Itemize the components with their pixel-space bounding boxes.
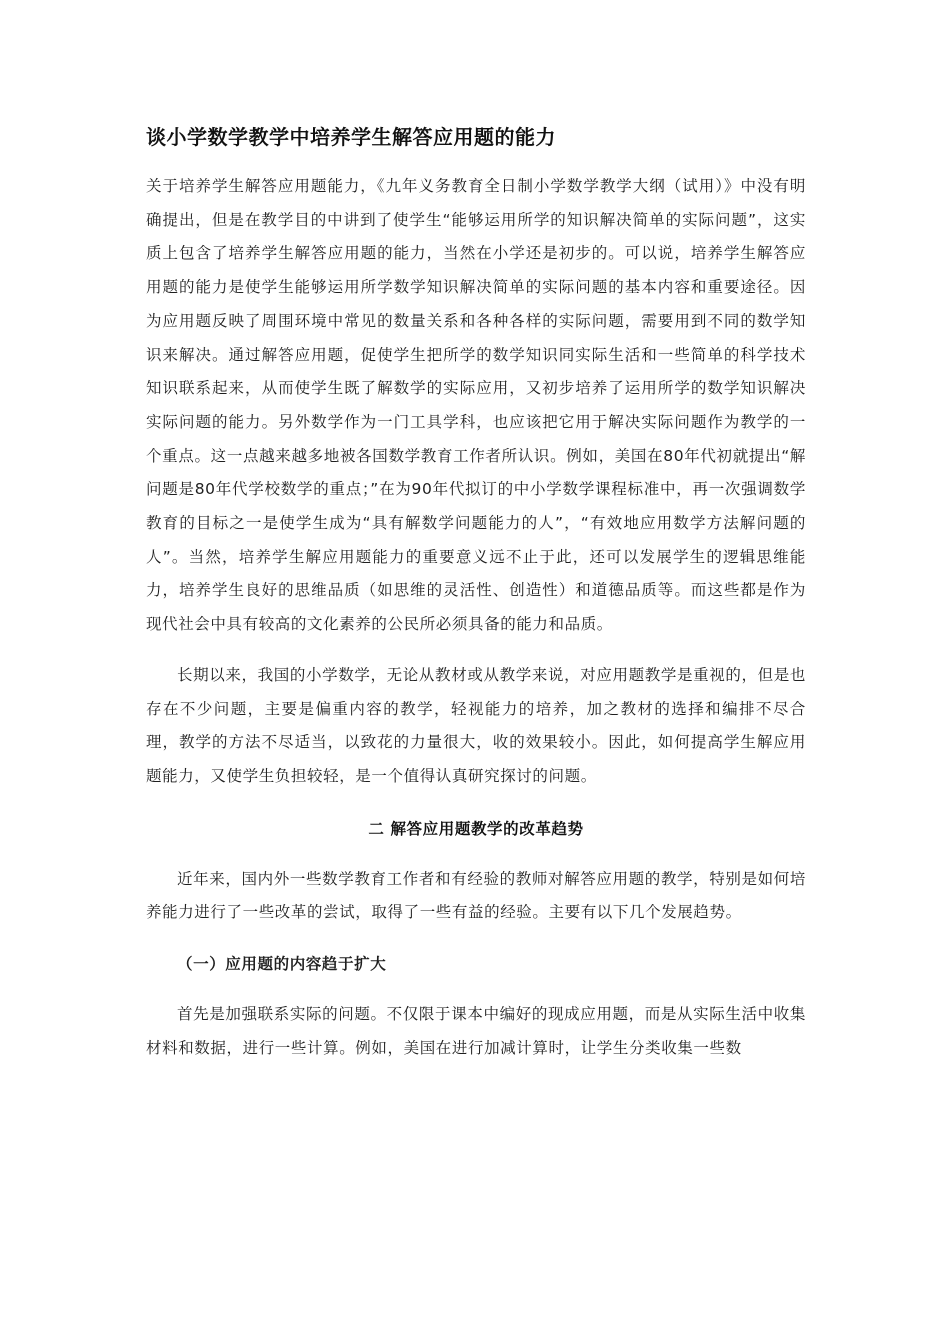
paragraph-reform-intro: 近年来，国内外一些数学教育工作者和有经验的教师对解答应用题的教学，特别是如何培养能力进行了一些改革的尝试，取得了一些有益的经验。主要有以下几个发展趋势。 — [146, 869, 806, 922]
paragraph-problems: 长期以来，我国的小学数学，无论从教材或从教学来说，对应用题教学是重视的，但是也存在不少问题，主要是偏重内容的教学，轻视能力的培养，加之教材的选择和编排不尽合理，教学的方法不尽适当，以致花的力量很大，收的效果较小。因此，如何提高学生解应用题能力，又使学生负担较轻，是一个值得认真研究探讨的问题。 — [146, 665, 806, 785]
document-body — [146, 120, 806, 1065]
paragraph-practical-problems: 首先是加强联系实际的问题。不仅限于课本中编好的现成应用题，而是从实际生活中收集材料和数据，进行一些计算。例如，美国在进行加减计算时，让学生分类收集一些数 — [146, 1005, 806, 1057]
subsection-heading-content-expansion: （一）应用题的内容趋于扩大 — [177, 955, 387, 974]
document-title: 谈小学数学教学中培养学生解答应用题的能力 — [146, 125, 556, 149]
section-heading-reform-trends: 二 解答应用题教学的改革趋势 — [368, 819, 584, 838]
paragraph-intro: 关于培养学生解答应用题能力，《九年义务教育全日制小学数学教学大纲（试用）》中没有明确提出，但是在教学目的中讲到了使学生“能够运用所学的知识解决简单的实际问题”，这实质上包含了培养学生解答应用题的能力，当然在小学还是初步的。可以说，培养学生解答应用题的能力是使学生能够运用所学数学知识解决简单的实际问题的基本内容和重要途径。因为应用题反映了周围环境中常见的数量关系和各种各样的实际问题，需要用到不同的数学知识来解决。通过解答应用题，促使学生把所学的数学知识同实际生活和一些简单的科学技术知识联系起来，从而使学生既了解数学的实际应用，又初步培养了运用所学的数学知识解决实际问题的能力。另外数学作为一门工具学科，也应该把它用于解决实际问题作为教学的一个重点。这一点越来越多地被各国数学教育工作者所认识。例如，美国在80年代初就提出“解问题是80年代学校数学的重点；”在为90年代拟订的中小学数学课程标准中，再一次强调数学教育的目标之一是使学生成为“具有解数学问题能力的人”，“有效地应用数学方法解问题的人”。当然，培养学生解应用题能力的重要意义远不止于此，还可以发展学生的逻辑思维能力，培养学生良好的思维品质（如思维的灵活性、创造性）和道德品质等。而这些都是作为现代社会中具有较高的文化素养的公民所必须具备的能力和品质。 — [146, 177, 806, 634]
